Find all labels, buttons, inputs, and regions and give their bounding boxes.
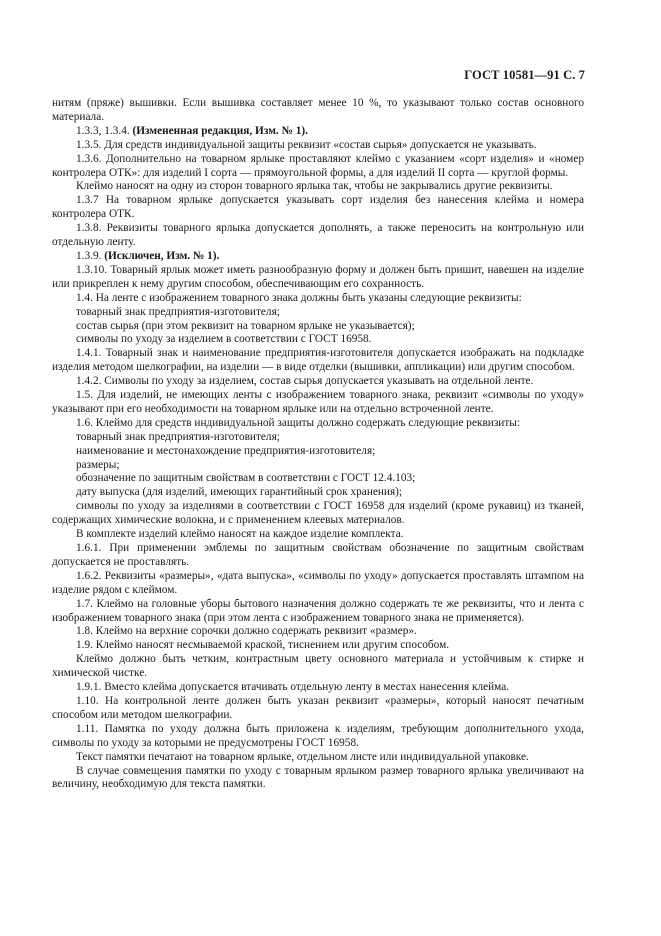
paragraph: Текст памятки печатают на товарном ярлыке, отдельном листе или индивидуальной упаковке. (76, 750, 529, 763)
list-item: наименование и местонахождение предприятия-изготовителя; (76, 444, 376, 457)
running-header: ГОСТ 10581—91 С. 7 (464, 68, 585, 82)
list-item: символы по уходу за изделием в соответствии с ГОСТ 16958. (76, 333, 372, 346)
paragraph: 1.11. Памятка по уходу должна быть приложена к изделиям, требующим дополнительного ухода, символы по уходу за которыми не предусмотрены ГОСТ 16958. (52, 722, 584, 749)
list-item: обозначение по защитным свойствам в соответствии с ГОСТ 12.4.103; (76, 472, 416, 485)
list-item: символы по уходу за изделиями в соответствии с ГОСТ 16958 для изделий (кроме рукавиц) из тканей, содержащих химические волокна, и с применением клеевых материалов. (52, 500, 584, 527)
clause-number: 1.3.3, 1.3.4. (76, 124, 133, 137)
paragraph: 1.6. Клеймо для средств индивидуальной защиты должно содержать следующие реквизиты: (76, 416, 520, 429)
list-item: товарный знак предприятия-изготовителя; (76, 305, 280, 318)
document-body (52, 97, 584, 792)
paragraph: 1.7. Клеймо на головные уборы бытового назначения должно содержать те же реквизиты, что и лента с изображением товарного знака (при этом лента с изображением товарного знака не применяется). (52, 597, 584, 624)
paragraph: 1.3.10. Товарный ярлык может иметь разнообразную форму и должен быть пришит, навешен на изделие или прикреплен к нему другим способом, обеспечивающим его сохранность. (52, 263, 584, 290)
paragraph: 1.8. Клеймо на верхние сорочки должно содержать реквизит «размер». (76, 625, 417, 638)
paragraph: 1.4. На ленте с изображением товарного знака должны быть указаны следующие реквизиты: (76, 291, 522, 304)
list-item: дату выпуска (для изделий, имеющих гарантийный срок хранения); (76, 486, 403, 499)
paragraph: 1.9. Клеймо наносят несмываемой краской, тиснением или другим способом. (76, 639, 450, 652)
paragraph: 1.3.7 На товарном ярлыке допускается указывать сорт изделия без нанесения клейма и номера контролера ОТК. (52, 194, 584, 221)
paragraph: 1.6.1. При применении эмблемы по защитным свойствам обозначение по защитным свойствам допускается не проставлять. (52, 542, 584, 568)
paragraph: 1.4.1. Товарный знак и наименование предприятия-изготовителя допускается изображать на подкладке изделия методом шелкографии, на изделии — в виде отделки (вышивки, аппликации) или другим способом. (52, 347, 584, 374)
paragraph: нитям (пряже) вышивки. Если вышивка составляет менее 10 %, то указывают только состав основного материала. (52, 97, 584, 123)
paragraph: 1.10. На контрольной ленте должен быть указан реквизит «размеры», который наносят печатным способом или методом шелкографии. (52, 694, 584, 721)
paragraph: Клеймо наносят на одну из сторон товарного ярлыка так, чтобы не закрывались другие реквизиты. (76, 180, 553, 193)
list-item: размеры; (76, 458, 120, 471)
paragraph: 1.9.1. Вместо клейма допускается втачивать отдельную ленту в местах нанесения клейма. (76, 681, 510, 694)
amendment-note: (Исключен, Изм. № 1). (104, 249, 220, 262)
paragraph: 1.6.2. Реквизиты «размеры», «дата выпуска», «символы по уходу» допускается проставлять штампом на изделие рядом с клеймом. (52, 569, 584, 596)
paragraph: 1.3.5. Для средств индивидуальной защиты реквизит «состав сырья» допускается не указывать. (76, 138, 537, 151)
paragraph: 1.3.8. Реквизиты товарного ярлыка допускается дополнять, а также переносить на контрольную или отдельную ленту. (52, 222, 584, 249)
paragraph-amended (52, 125, 584, 139)
paragraph: 1.4.2. Символы по уходу за изделием, состав сырья допускается указывать на отдельной ленте. (76, 375, 534, 388)
paragraph: Клеймо должно быть четким, контрастным цвету основного материала и устойчивым к стирке и химической чистке. (52, 653, 584, 680)
amendment-note: (Измененная редакция, Изм. № 1). (132, 124, 308, 137)
paragraph: 1.3.6. Дополнительно на товарном ярлыке проставляют клеймо с указанием «сорт изделия» и «номер контролера ОТК»: для изделий I сорта — прямоугольной формы, а для изделий II сорта — круглой формы. (52, 152, 584, 179)
list-item: товарный знак предприятия-изготовителя; (76, 430, 280, 443)
paragraph-excluded (52, 250, 584, 264)
paragraph: В случае совмещения памятки по уходу с товарным ярлыком размер товарного ярлыка увеличивают на величину, необходимую для текста памятки. (52, 764, 584, 791)
list-item: состав сырья (при этом реквизит на товарном ярлыке не указывается); (76, 319, 415, 332)
paragraph: В комплекте изделий клеймо наносят на каждое изделие комплекта. (76, 528, 404, 541)
paragraph: 1.5. Для изделий, не имеющих ленты с изображением товарного знака, реквизит «символы по уходу» указывают при его необходимости на товарном ярлыке или на отдельно встроченной ленте. (52, 389, 584, 415)
clause-number: 1.3.9. (76, 249, 105, 262)
